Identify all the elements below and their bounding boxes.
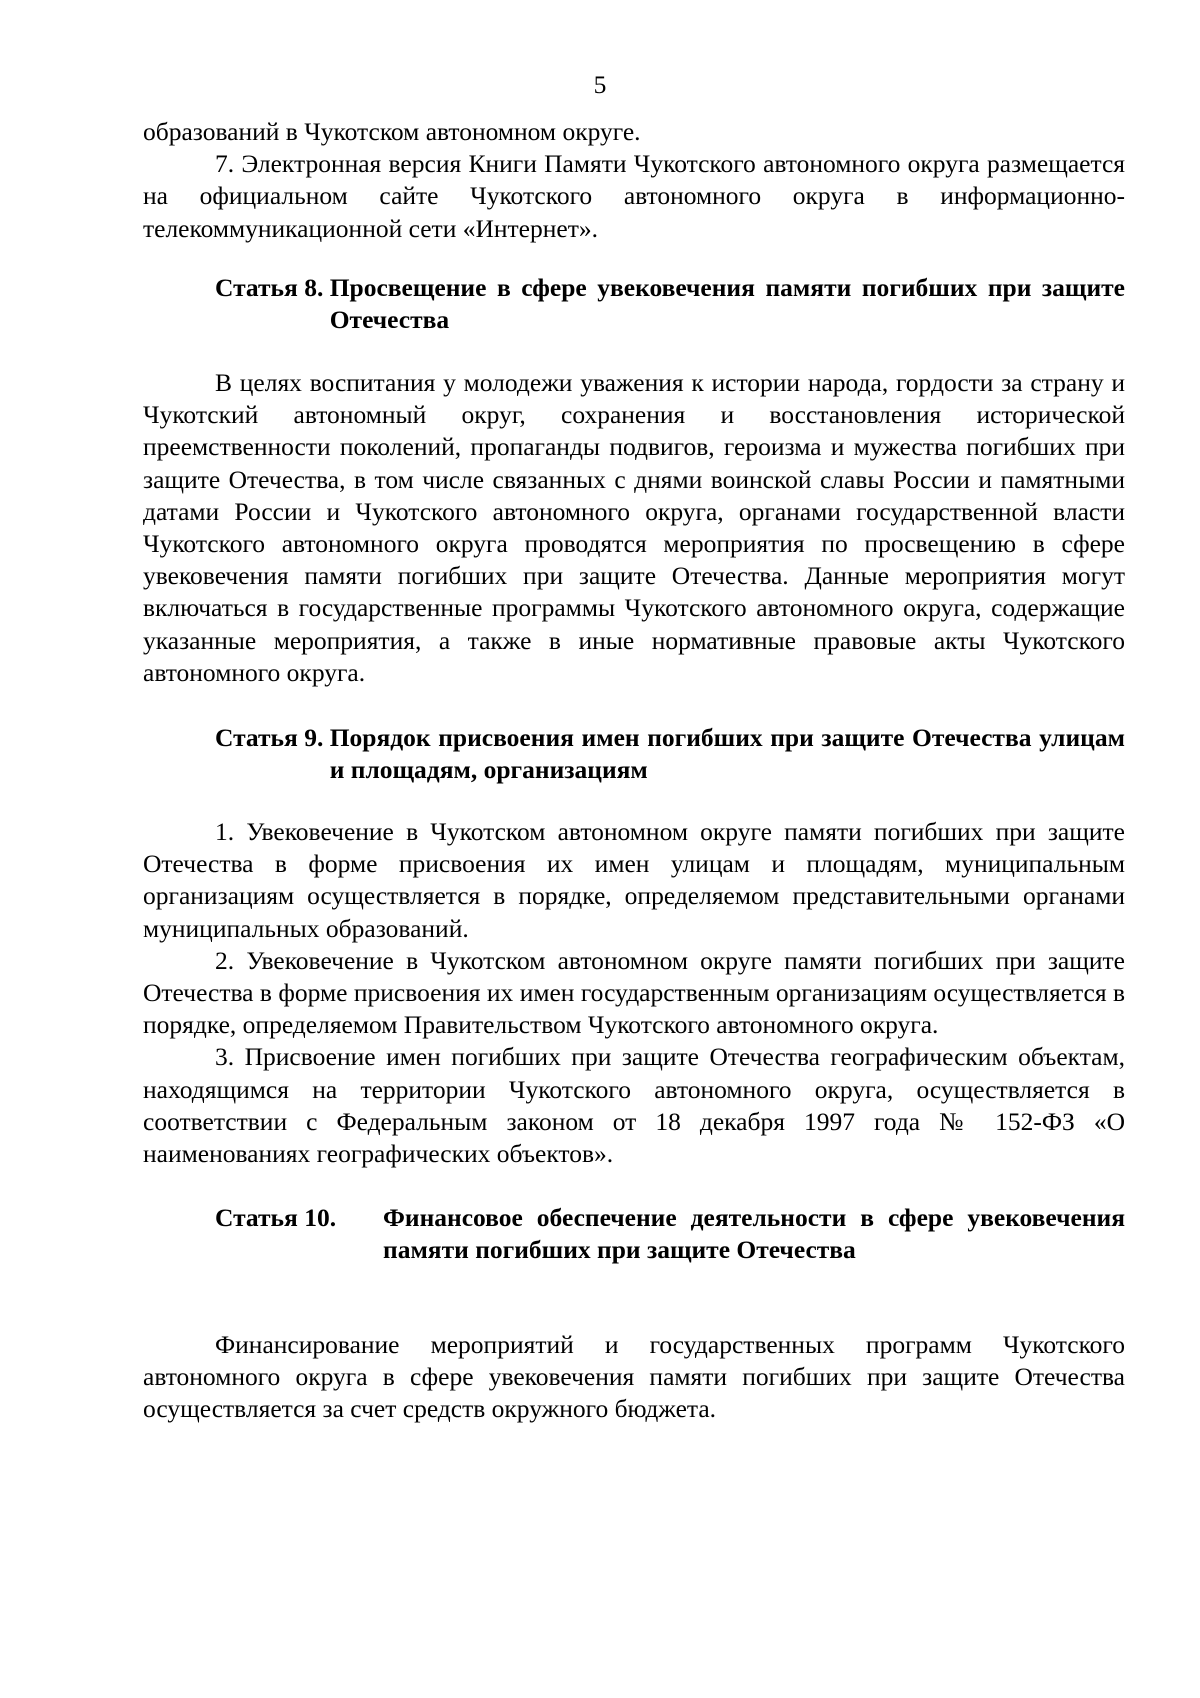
article-9-item-3: 3. Присвоение имен погибших при защите Отечества географическим объектам, находящимся на территории Чукотского автономного округа, осуществляется в соответствии с Федеральным законом от 18 декабря 1997 года № 152-ФЗ «О наименованиях географических объектов». <box>143 1042 1125 1169</box>
item-7-paragraph: 7. Электронная версия Книги Памяти Чукотского автономного округа размещается на официальном сайте Чукотского автономного округа в информационно-телекоммуникационной сети «Интернет». <box>143 149 1125 243</box>
article-8-title: Просвещение в сфере увековечения памяти погибших при защите Отечества <box>329 273 1125 334</box>
article-10-heading <box>143 1202 1125 1266</box>
article-8-label: Статья 8. <box>215 273 330 302</box>
page-number: 5 <box>593 70 607 99</box>
article-10-label: Статья 10. <box>215 1203 343 1232</box>
article-9-label: Статья 9. <box>215 723 330 752</box>
article-9-item-1: 1. Увековечение в Чукотском автономном округе памяти погибших при защите Отечества в форме присвоения их имен улицам и площадям, муниципальным организациям осуществляется в порядке, определяемом представительными органами муниципальных образований. <box>143 817 1125 943</box>
intro-block <box>143 116 1125 245</box>
article-10-title: Финансовое обеспечение деятельности в сфере увековечения памяти погибших при защите Отечества <box>383 1203 1125 1264</box>
article-8-body-block <box>143 367 1125 689</box>
article-8-heading <box>143 272 1125 336</box>
article-10-body: Финансирование мероприятий и государственных программ Чукотского автономного округа в сфере увековечения памяти погибших при защите Отечества осуществляется за счет средств окружного бюджета. <box>143 1330 1125 1424</box>
article-8-body: В целях воспитания у молодежи уважения к истории народа, гордости за страну и Чукотский автономный округ, сохранения и восстановления исторической преемственности поколений, пропаганды подвигов, героизма и мужества погибших при защите Отечества, в том числе связанных с днями воинской славы России и памятными датами России и Чукотского автономного округа, органами государственной власти Чукотского автономного округа проводятся мероприятия по просвещению в сфере увековечения памяти погибших при защите Отечества. Данные мероприятия могут включаться в государственные программы Чукотского автономного округа, содержащие указанные мероприятия, а также в иные нормативные правовые акты Чукотского автономного округа. <box>143 368 1125 687</box>
article-9-body-block <box>143 816 1125 1170</box>
top-fragment: образований в Чукотском автономном округе. <box>143 117 641 146</box>
article-9-title: Порядок присвоения имен погибших при защите Отечества улицам и площадям, организациям <box>329 723 1125 784</box>
article-9-item-2: 2. Увековечение в Чукотском автономном округе памяти погибших при защите Отечества в форме присвоения их имен государственным организациям осуществляется в порядке, определяемом Правительством Чукотского автономного округа. <box>143 945 1125 1040</box>
article-9-heading <box>143 722 1125 786</box>
article-10-body-block <box>143 1329 1125 1426</box>
